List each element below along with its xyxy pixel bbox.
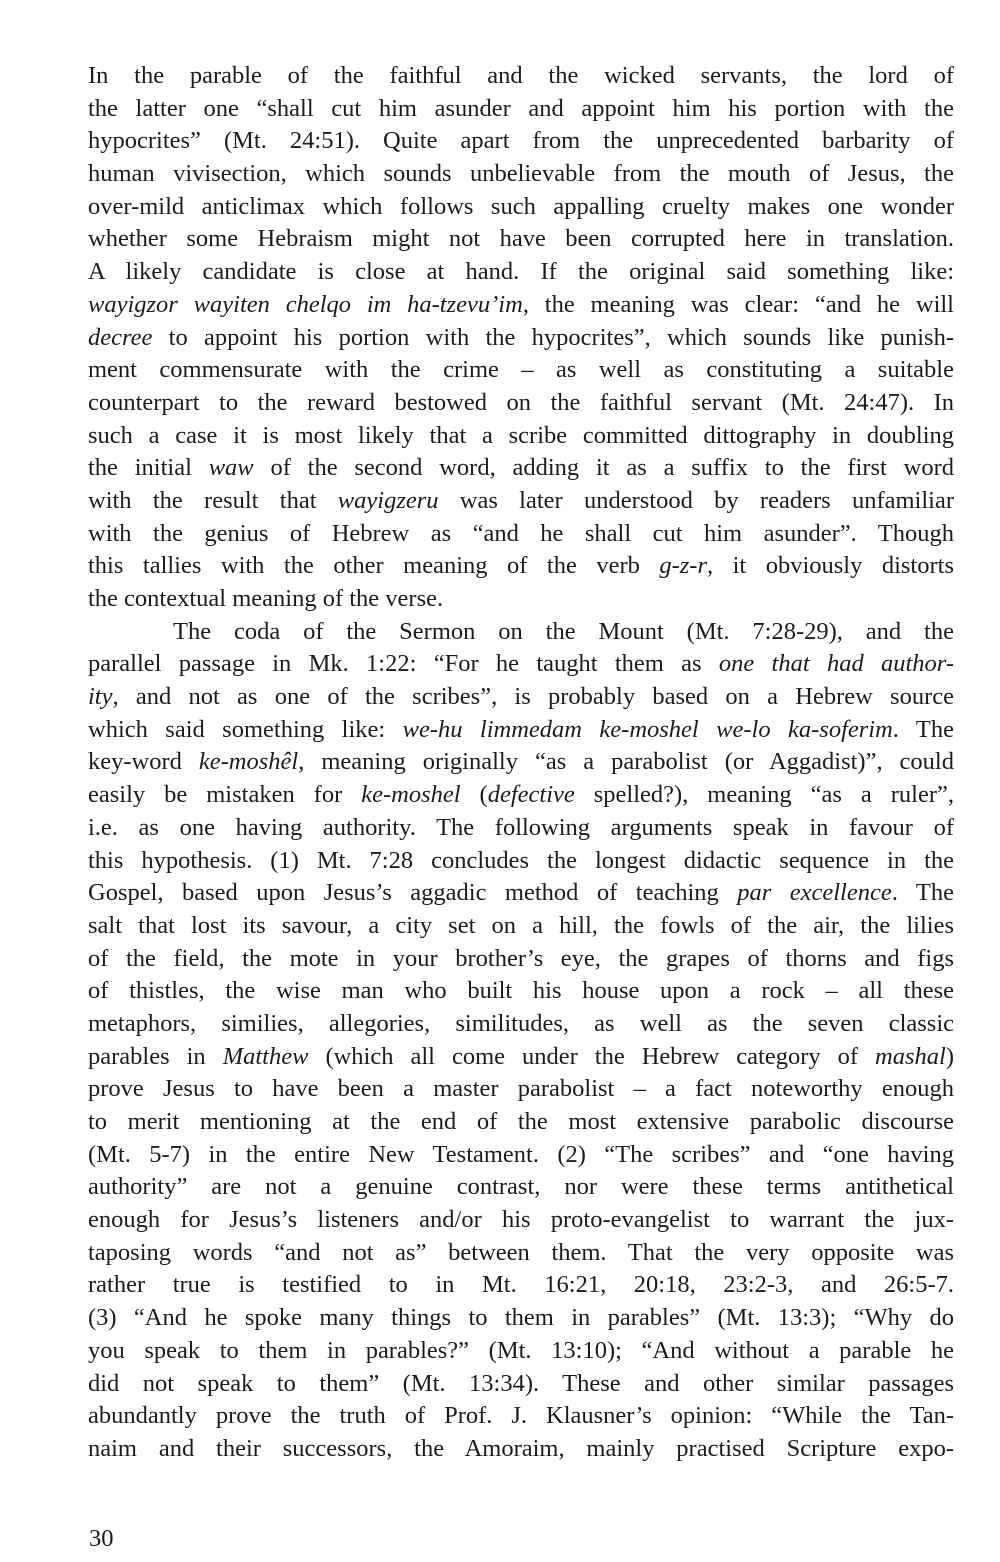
- text-run: human vivisection, which sounds unbelievable from the mouth of Jesus, the: [88, 160, 954, 188]
- text-run: spelled?), meaning “as a ruler”,: [574, 781, 954, 809]
- text-line: [88, 877, 954, 910]
- text-line: [88, 289, 954, 322]
- text-run: the latter one “shall cut him asunder and appoint him his portion with the: [88, 94, 954, 122]
- text-line: [88, 60, 954, 93]
- text-run: , and not as one of the scribes”, is probably based on a Hebrew source: [112, 683, 954, 711]
- italic-text: ke-moshêl: [198, 748, 299, 776]
- text-run: which said something like:: [88, 715, 403, 743]
- text-line: [88, 1400, 954, 1433]
- text-line: [88, 1368, 954, 1401]
- text-run: of thistles, the wise man who built his house upon a rock – all these: [88, 977, 954, 1005]
- text-run: over-mild anticlimax which follows such appalling cruelty makes one wonder: [88, 192, 954, 220]
- text-run: (Mt. 5-7) in the entire New Testament. (2) “The scribes” and “one having: [88, 1140, 954, 1168]
- text-line: [88, 583, 954, 616]
- text-run: A likely candidate is close at hand. If the original said something like:: [88, 258, 954, 286]
- text-run: this hypothesis. (1) Mt. 7:28 concludes the longest didactic sequence in the: [88, 846, 954, 874]
- text-line: [88, 93, 954, 126]
- text-line: [88, 158, 954, 191]
- text-line: [88, 1106, 954, 1139]
- text-line: [88, 779, 954, 812]
- text-run: easily be mistaken for: [88, 781, 362, 809]
- italic-text: par excellence: [737, 879, 892, 907]
- paragraph: [88, 60, 954, 616]
- text-line: [88, 845, 954, 878]
- text-run: the contextual meaning of the verse.: [88, 585, 444, 612]
- text-line: [88, 1139, 954, 1172]
- italic-text: ke-moshel: [361, 781, 461, 809]
- text-line: [88, 1171, 954, 1204]
- text-line: [88, 616, 954, 649]
- text-run: ment commensurate with the crime – as well as constituting a suitable: [88, 356, 954, 384]
- text-run: with the result that: [88, 486, 338, 514]
- text-run: key-word: [88, 748, 199, 776]
- text-run: of the field, the mote in your brother’s eye, the grapes of thorns and figs: [88, 944, 954, 972]
- text-run: counterpart to the reward bestowed on the faithful servant (Mt. 24:47). In: [88, 388, 954, 416]
- text-run: (3) “And he spoke many things to them in parables” (Mt. 13:3); “Why do: [88, 1304, 954, 1332]
- text-run: (: [460, 781, 488, 809]
- text-run: you speak to them in parables?” (Mt. 13:10); “And without a parable he: [88, 1336, 954, 1364]
- text-line: [88, 943, 954, 976]
- italic-text: mashal: [875, 1042, 946, 1070]
- italic-text: we-hu limmedam ke-moshel we-lo ka-soferim: [402, 715, 893, 743]
- text-run: The coda of the Sermon on the Mount (Mt. 7:28-29), and the: [173, 617, 954, 645]
- text-run: to merit mentioning at the end of the most extensive parabolic discourse: [88, 1108, 954, 1135]
- text-line: [88, 191, 954, 224]
- paragraph: [88, 616, 954, 1466]
- text-run: prove Jesus to have been a master parabolist – a fact noteworthy enough: [88, 1075, 954, 1103]
- text-line: [88, 714, 954, 747]
- text-line: [88, 420, 954, 453]
- text-run: authority” are not a genuine contrast, nor were these terms antithetical: [88, 1173, 954, 1201]
- italic-text: one that had author-: [718, 650, 954, 678]
- italic-text: wayigzor wayiten chelqo im ha-tzevu’im: [88, 290, 523, 318]
- text-line: [88, 256, 954, 289]
- italic-text: ity: [88, 683, 113, 711]
- text-run: parallel passage in Mk. 1:22: “For he taught them as: [88, 650, 719, 678]
- body-text: [88, 60, 954, 1466]
- text-line: [88, 550, 954, 583]
- text-run: the initial: [88, 454, 209, 482]
- text-line: [88, 223, 954, 256]
- italic-text: defective: [487, 781, 575, 809]
- text-line: [88, 1073, 954, 1106]
- text-run: such a case it is most likely that a scribe committed dittography in doubling: [88, 421, 954, 449]
- text-run: enough for Jesus’s listeners and/or his proto-evangelist to warrant the jux-: [88, 1206, 954, 1234]
- text-run: did not speak to them” (Mt. 13:34). These and other similar passages: [88, 1369, 954, 1397]
- text-run: (which all come under the Hebrew category of: [308, 1042, 876, 1070]
- text-run: was later understood by readers unfamiliar: [438, 486, 954, 514]
- text-line: [88, 1204, 954, 1237]
- text-run: , meaning originally “as a parabolist (or Aggadist)”, could: [298, 748, 954, 776]
- text-line: [88, 1335, 954, 1368]
- text-run: parables in: [88, 1042, 223, 1070]
- text-run: . The: [891, 879, 954, 907]
- text-line: [88, 518, 954, 551]
- italic-text: wayigzeru: [337, 486, 439, 514]
- text-run: i.e. as one having authority. The following arguments speak in favour of: [88, 813, 954, 841]
- text-run: naim and their successors, the Amoraim, mainly practised Scripture expo-: [88, 1434, 954, 1462]
- italic-text: g-z-r: [659, 552, 707, 580]
- text-run: with the genius of Hebrew as “and he shall cut him asunder”. Though: [88, 519, 954, 547]
- italic-text: Matthew: [222, 1042, 309, 1070]
- text-line: [88, 1041, 954, 1074]
- text-line: [88, 485, 954, 518]
- text-line: [88, 910, 954, 943]
- text-line: [88, 746, 954, 779]
- text-line: [88, 1269, 954, 1302]
- text-line: [88, 322, 954, 355]
- text-run: metaphors, similies, allegories, similitudes, as well as the seven classic: [88, 1009, 954, 1037]
- text-run: Gospel, based upon Jesus’s aggadic method of teaching: [88, 879, 738, 907]
- text-line: [88, 681, 954, 714]
- text-run: , the meaning was clear: “and he will: [522, 290, 954, 318]
- text-line: [88, 452, 954, 485]
- text-line: [88, 975, 954, 1008]
- italic-text: waw: [208, 454, 254, 482]
- italic-text: decree: [88, 323, 153, 351]
- page-number: 30: [89, 1525, 114, 1552]
- text-run: whether some Hebraism might not have been corrupted here in translation.: [88, 225, 954, 253]
- text-line: [88, 1433, 954, 1466]
- text-line: [88, 125, 954, 158]
- text-line: [88, 387, 954, 420]
- text-run: to appoint his portion with the hypocrites”, which sounds like punish-: [152, 323, 954, 351]
- text-run: In the parable of the faithful and the wicked servants, the lord of: [88, 62, 954, 89]
- text-line: [88, 648, 954, 681]
- text-run: , it obviously distorts: [706, 552, 954, 580]
- text-line: [88, 812, 954, 845]
- text-run: this tallies with the other meaning of the verb: [88, 552, 660, 580]
- text-line: [88, 354, 954, 387]
- text-run: taposing words “and not as” between them. That the very opposite was: [88, 1238, 954, 1266]
- text-run: salt that lost its savour, a city set on a hill, the fowls of the air, the lilies: [88, 911, 954, 939]
- text-run: of the second word, adding it as a suffix to the first word: [253, 454, 954, 482]
- text-line: [88, 1008, 954, 1041]
- text-line: [88, 1302, 954, 1335]
- text-run: . The: [892, 715, 954, 743]
- text-run: ): [945, 1042, 954, 1070]
- text-run: abundantly prove the truth of Prof. J. Klausner’s opinion: “While the Tan-: [88, 1402, 954, 1430]
- text-line: [88, 1237, 954, 1270]
- text-run: rather true is testified to in Mt. 16:21, 20:18, 23:2-3, and 26:5-7.: [88, 1271, 954, 1299]
- text-run: hypocrites” (Mt. 24:51). Quite apart from the unprecedented barbarity of: [88, 127, 954, 155]
